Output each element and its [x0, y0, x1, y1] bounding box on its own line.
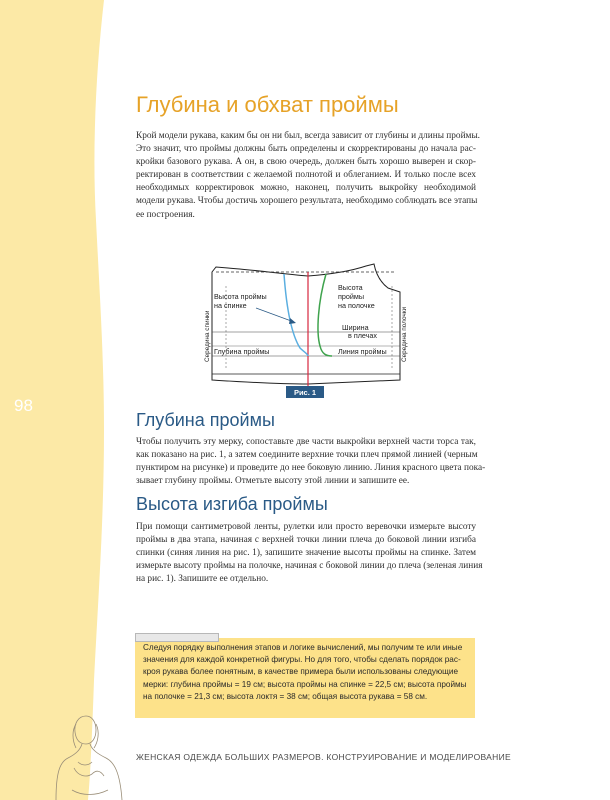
label-center-back: Середина спинки — [204, 310, 211, 362]
intro-paragraph — [136, 130, 481, 222]
label-back-height: Высота проймы на спинке — [214, 292, 267, 310]
section2-line: измерьте высоту проймы на полочке, начиная с боковой линии до плеча (зеленая линия — [136, 561, 483, 572]
callout-line: Следуя порядку выполнения этапов и логике вычислений, мы получим те или иные — [143, 643, 463, 652]
section2-paragraph — [136, 521, 483, 586]
section1-line: зывает глубину проймы. Отметьте высоту этой линии и запишите ее. — [136, 476, 410, 487]
armhole-diagram — [204, 262, 410, 402]
example-measurements-callout — [135, 638, 475, 718]
intro-line: ее построения. — [136, 209, 195, 220]
callout-line: значения для каждой конкретной фигуры. Но для того, чтобы сделать порядок рас- — [143, 655, 461, 665]
intro-line: необходимых корректировок можно, наконец, получить выкройку необходимой — [136, 183, 476, 194]
section-heading-depth: Глубина проймы — [136, 410, 275, 430]
woman-sketch-illustration — [52, 710, 132, 800]
intro-line: Крой модели рукава, каким бы он ни был, всегда зависит от глубины и длины проймы. — [136, 131, 481, 141]
section2-line: спинки (синяя линия на рис. 1), запишите значение высоты проймы на спинке. Затем — [136, 548, 476, 559]
label-shoulder-width: Ширина в плечах — [342, 323, 377, 340]
section1-line: пунктиром на рисунке) и проведите до нее боковую линию. Линия красного цвета пока- — [136, 463, 486, 474]
section1-paragraph — [136, 436, 486, 488]
callout-text — [143, 642, 469, 703]
callout-line: кроя рукава более понятным, в качестве примера были использованы следующие — [143, 667, 459, 677]
callout-line: мерки: глубина проймы = 19 см; высота проймы на спинке = 22,5 см; высота проймы — [143, 679, 467, 689]
section2-line: на рис. 1). Запишите ее отдельно. — [136, 574, 269, 585]
section1-line: как показано на рис. 1, а затем соедините верхние точки плеч прямой линией (черным — [136, 450, 478, 461]
intro-line: кройки базового рукава. А он, в свою очередь, должен быть хорошо выверен и скор- — [136, 157, 476, 168]
label-armhole-line: Линия проймы — [338, 347, 387, 356]
figure-caption: Рис. 1 — [293, 388, 317, 397]
embedded-toolbar-strip — [135, 633, 219, 642]
callout-line: на полочке = 21,3 см; высота локтя = 38 см; общая высота рукава = 58 см. — [143, 691, 428, 701]
intro-line: Это значит, что проймы должны быть определены и скорректированы до начала рас- — [136, 144, 476, 155]
label-center-front: Середина полочки — [401, 306, 408, 362]
page-title: Глубина и обхват проймы — [136, 92, 399, 117]
intro-line: модели рукава. Чтобы достичь хорошего результата, необходимо соблюдать все этапы — [136, 196, 478, 207]
label-depth: Глубина проймы — [214, 347, 270, 356]
page-footer: ЖЕНСКАЯ ОДЕЖДА БОЛЬШИХ РАЗМЕРОВ. КОНСТРУИРОВАНИЕ И МОДЕЛИРОВАНИЕ — [136, 752, 511, 762]
section1-line: Чтобы получить эту мерку, сопоставьте две части выкройки верхней части торса так, — [136, 437, 476, 447]
section2-line: проймы в два этапа, начиная с верхней точки линии плеча до боковой линии изгиба — [136, 535, 476, 546]
label-front-height: Высота проймы на полочке — [338, 283, 375, 310]
intro-line: ректирован в соответствии с желаемой полнотой и облеганием. И только после всех — [136, 170, 476, 181]
back-armhole-curve — [284, 274, 308, 356]
page-number: 98 — [14, 396, 33, 415]
section-heading-height: Высота изгиба проймы — [136, 494, 328, 514]
section2-line: При помощи сантиметровой ленты, рулетки или просто веревочки измерьте высоту — [136, 522, 476, 532]
front-armhole-curve — [318, 274, 332, 356]
pattern-outline — [212, 264, 400, 384]
